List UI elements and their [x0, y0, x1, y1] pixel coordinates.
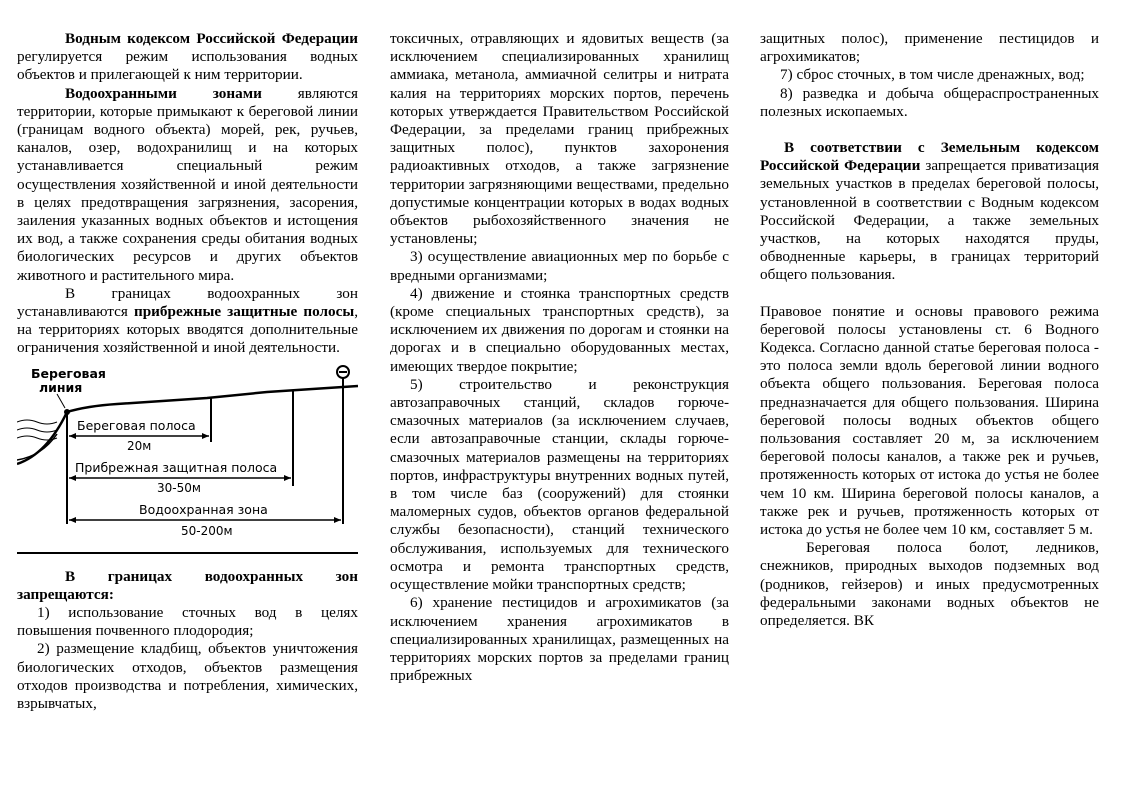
zone-label: Водоохранная зона: [139, 501, 268, 517]
list-item-8: 8) разведка и добыча общераспространенных полезных ископаемых.: [760, 84, 1099, 120]
paragraph-coastal-strips: В границах водоохранных зон устанавливаются прибрежные защитные полосы, на территориях которых вводятся дополнительные ограничения хозяйственной и иной деятельности.: [17, 284, 359, 357]
zones-diagram: [17, 364, 358, 542]
shoreline-label-1: Береговая: [31, 365, 106, 381]
paragraph-protection-zones: Водоохранными зонами являются территории, которые примыкают к береговой линии (границам водного объекта) морей, рек, ручьев, каналов, озер, водохранилищ и на которых устанавливается специальный режим осуществления хозяйственной и иной деятельности в целях предотвращения загрязнения, засорения, заиления указанных водных объектов и истощения их вод, а также сохранения среды обитания водных биологических ресурсов и других объектов животного и растительного мира.: [17, 84, 359, 284]
strip-width: 20м: [127, 438, 152, 453]
water-wave-icon: [17, 420, 57, 424]
column-left: [17, 30, 358, 713]
column-right: [760, 30, 1099, 630]
zone-width: 50-200м: [181, 523, 233, 538]
list-item-4: 4) движение и стоянка транспортных средств (кроме специальных транспортных средств), за исключением их движения по дорогам и стоянки на дорогах и в специально оборудованных местах, имеющих твердое покрытие;: [390, 284, 729, 375]
paragraph-water-code: Водным кодексом Российской Федерации регулируется режим использования водных объектов и прилегающей к ним территории.: [17, 30, 358, 84]
column-middle: [390, 30, 729, 685]
list-item-5: 5) строительство и реконструкция автозаправочных станций, складов горюче-смазочных материалов (за исключением случаев, если автозаправочные станции, склады горюче-смазочных материалов размещены на территориях портов, инфраструктуры внутренних водных путей, в том числе баз (сооружений) для стоянки маломерных судов, объектов органов федеральной службы безопасности), станций технического обслуживания, используемых для технического осмотра и ремонта транспортных средств, осуществление мойки транспортных средств;: [390, 375, 729, 594]
list-item-6: 6) хранение пестицидов и агрохимикатов (за исключением хранения агрохимикатов в специализированных хранилищах, размещенных на территориях морских портов за пределами границ прибрежных: [390, 594, 729, 685]
list-item-7: 7) сброс сточных, в том числе дренажных, вод;: [780, 66, 1085, 84]
paragraph-not-defined: Береговая полоса болот, ледников, снежников, природных выходов подземных вод (родников, гейзеров) и иных предусмотренных федеральными законами водных объектов не определяется. ВК: [760, 539, 1099, 630]
paragraph-legal-definition: Правовое понятие и основы правового режима береговой полосы установлены ст. 6 Водного Кодекса. Согласно данной статье береговая полоса - это полоса земли вдоль береговой линии водного объекта общего пользования. Береговая полоса предназначается для общего пользования. Ширина береговой полосы водных объектов общего пользования составляет 20 м, за исключением береговой полосы каналов, а также рек и ручьев, протяженность которых от истока до устья не более чем 10 км. Ширина береговой полосы каналов, а также рек и ручьев, протяженность которых от истока до устья не более чем 10 км, составляет 5 м.: [760, 302, 1099, 539]
list-item-2: 2) размещение кладбищ, объектов уничтожения биологических отходов, объектов размещения отходов производства и потребления, химических, взрывчатых,: [17, 640, 358, 713]
paragraph-land-code: В соответствии с Земельным кодексом Российской Федерации запрещается приватизация земельных участков в пределах береговой полосы, установленной в соответствии с Водным кодексом Российской Федерации, а также земельных участков, на которых находятся пруды, обводненные карьеры, в границах территорий общего пользования.: [760, 139, 1099, 284]
list-item-2-continued: токсичных, отравляющих и ядовитых веществ (за исключением специализированных хранилищ аммиака, метанола, аммиачной селитры и нитрата калия на территориях морских портов, перечень которых утверждается Правительством Российской Федерации, за пределами границ прибрежных защитных полос), пунктов захоронения радиоактивных отходов, а также загрязнение территории загрязняющими веществами, предельно допустимые концентрации которых в водах водных объектов рыбохозяйственного значения не установлены;: [390, 30, 729, 248]
heading-prohibited: В границах водоохранных зон запрещаются:: [17, 567, 358, 603]
protect-label: Прибрежная защитная полоса: [75, 459, 278, 475]
strip-label: Береговая полоса: [77, 417, 196, 433]
list-item-3: 3) осуществление авиационных мер по борьбе с вредными организмами;: [390, 248, 729, 284]
divider: [17, 552, 358, 554]
shoreline-label-2: линия: [39, 379, 83, 395]
list-item-6-continued: защитных полос), применение пестицидов и агрохимикатов;: [760, 30, 1099, 66]
list-item-1: 1) использование сточных вод в целях повышения почвенного плодородия;: [17, 604, 358, 640]
protect-width: 30-50м: [157, 480, 201, 495]
